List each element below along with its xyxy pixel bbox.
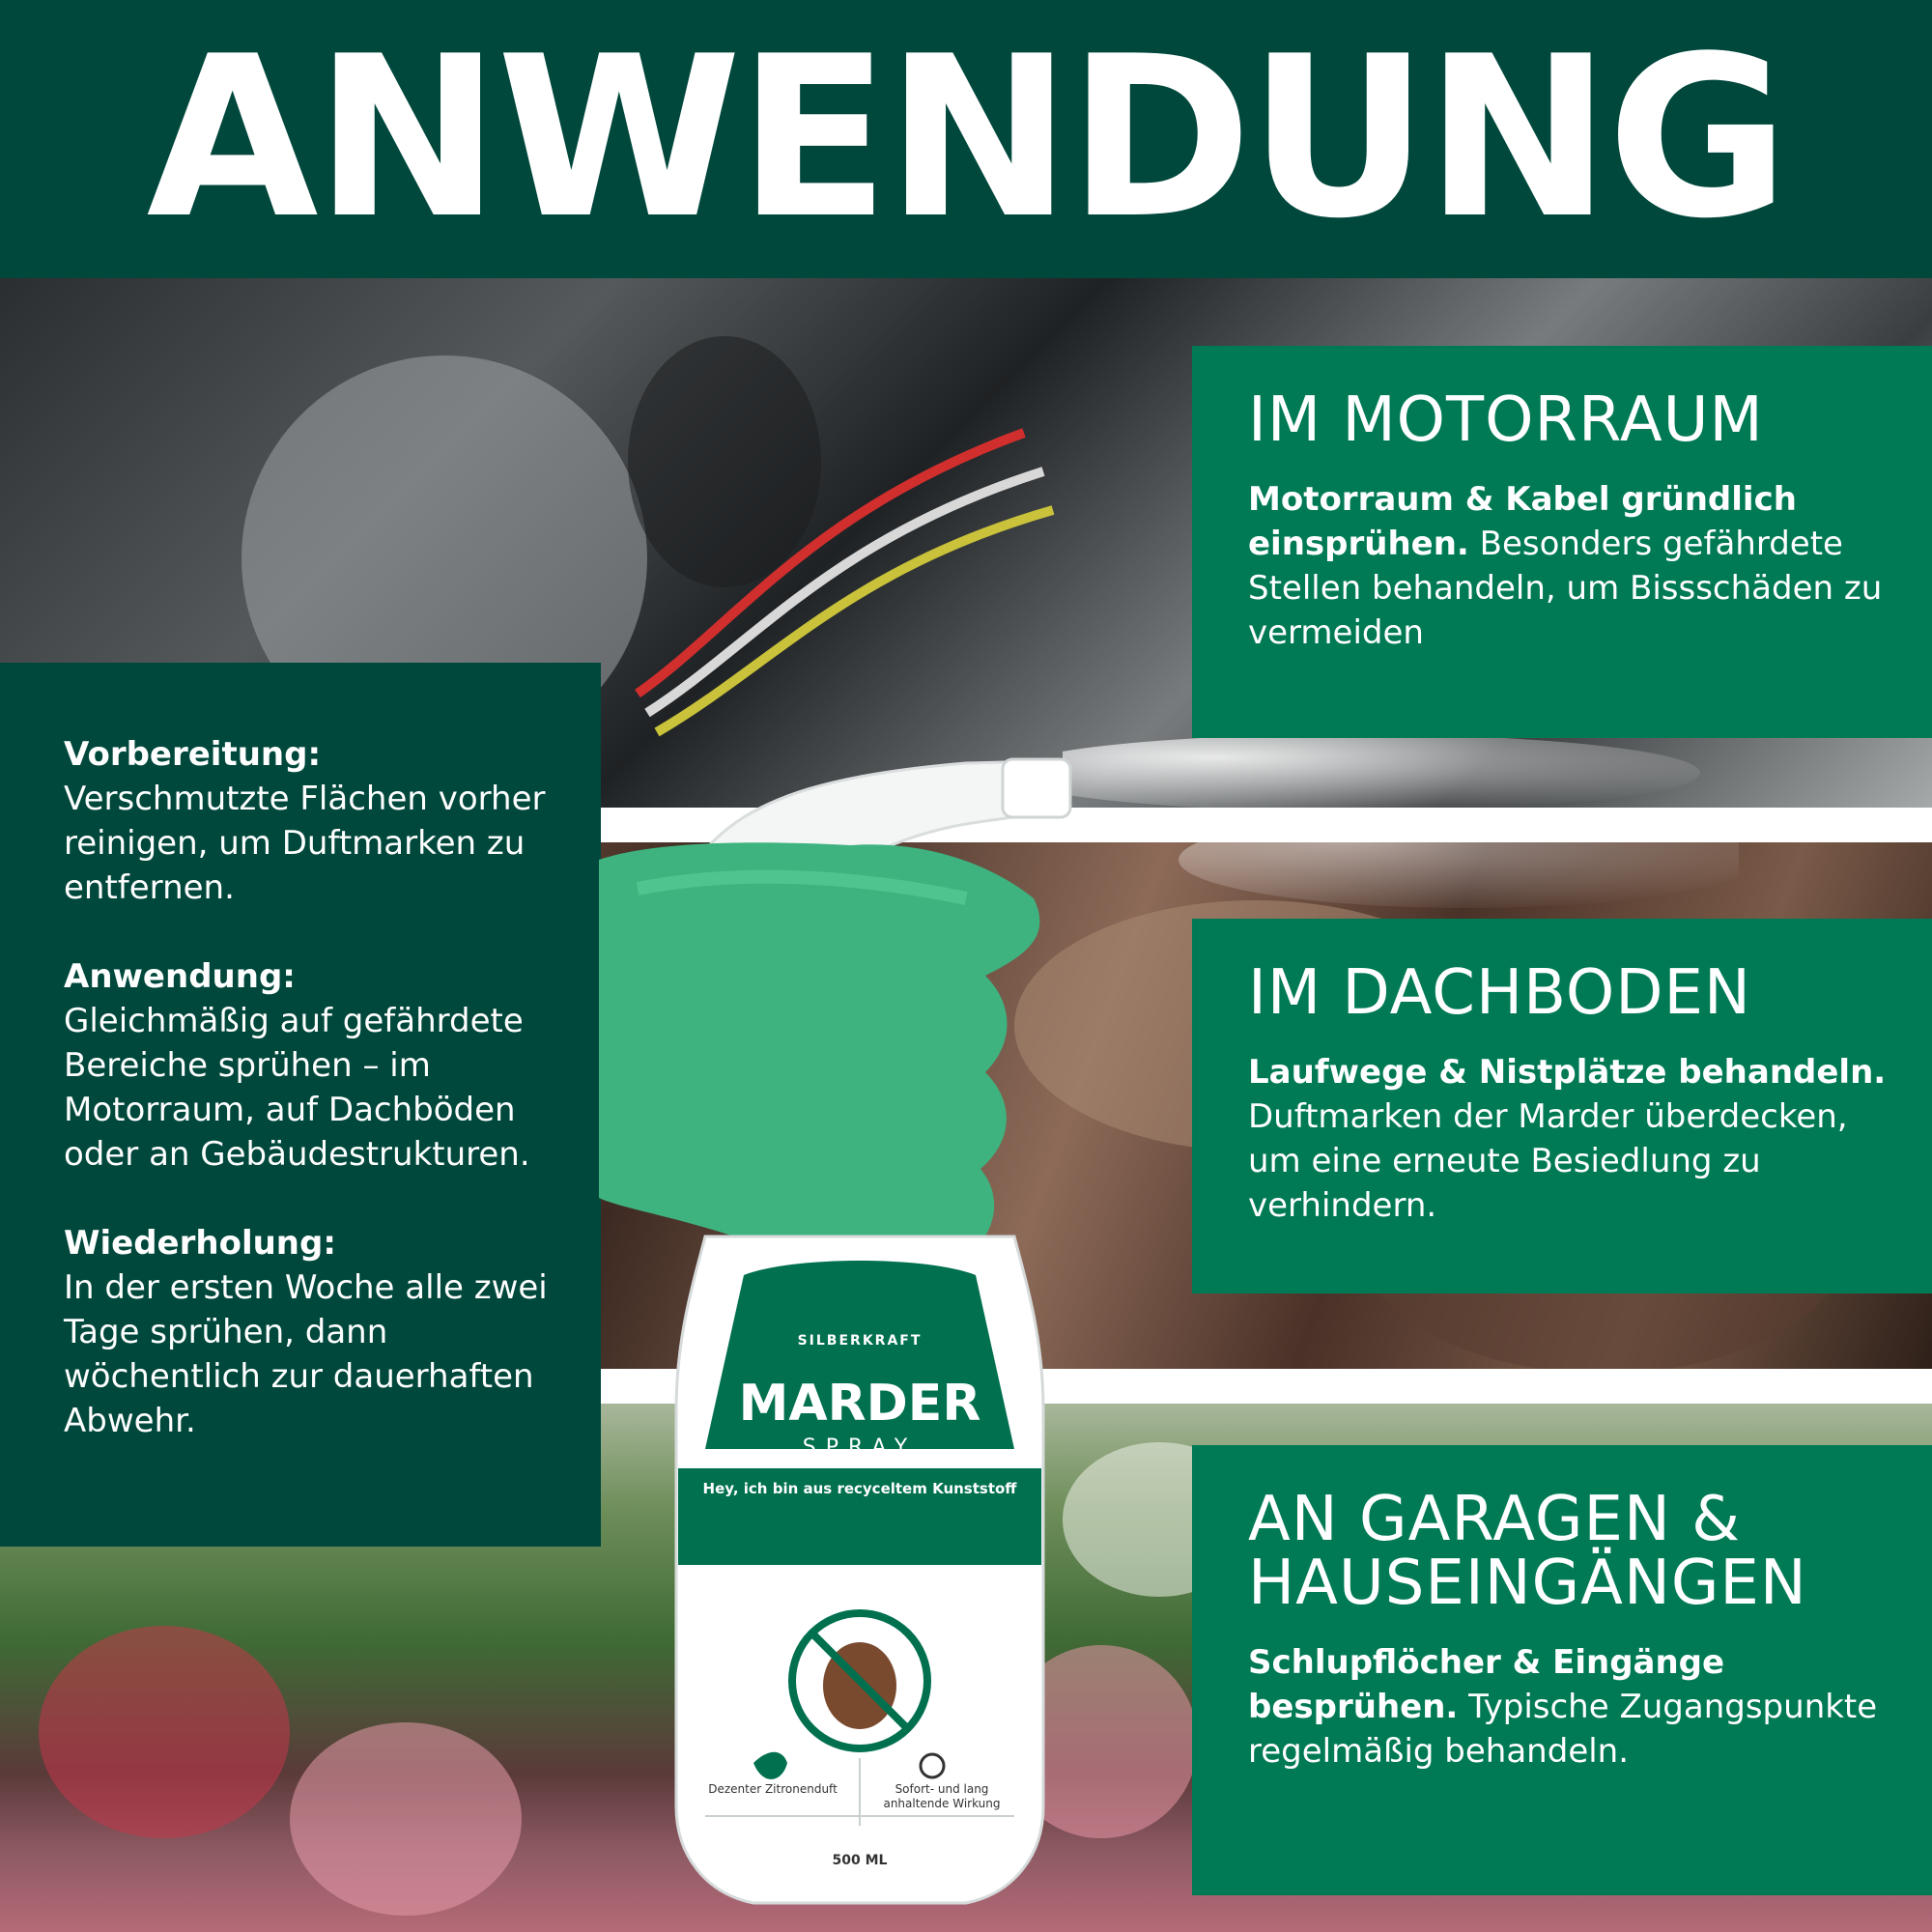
section-body-text: Besonders gefährdete Stellen behandeln, um Bissschäden zu vermeiden bbox=[1248, 525, 1883, 652]
section-title: IM DACHBODEN bbox=[1248, 957, 1751, 1029]
instruction-label: Wiederholung: bbox=[64, 1224, 336, 1263]
section-bold-text: Schlupflöcher & Eingänge besprühen. bbox=[1248, 1643, 1725, 1726]
spray-bottle-product bbox=[599, 753, 1140, 1932]
section-title-line: AN GARAGEN & bbox=[1248, 1484, 1742, 1555]
section-title: IM MOTORRAUM bbox=[1248, 384, 1764, 456]
instruction-repetition bbox=[64, 1221, 562, 1443]
feature-effect bbox=[869, 1782, 1014, 1840]
instruction-label: Anwendung: bbox=[64, 957, 296, 996]
section-bold-text: Motorraum & Kabel gründlich einsprühen. bbox=[1248, 480, 1797, 563]
section-garages bbox=[1192, 1445, 1932, 1895]
nozzle bbox=[1003, 759, 1070, 817]
section-engine-bay bbox=[1192, 346, 1932, 738]
section-bold-text: Laufwege & Nistplätze behandeln. bbox=[1248, 1053, 1887, 1092]
instruction-preparation bbox=[64, 732, 562, 910]
brand-label: SILBERKRAFT bbox=[797, 1333, 923, 1349]
section-text bbox=[1248, 1640, 1903, 1774]
instructions-panel bbox=[0, 663, 601, 1547]
feature-scent-text: Dezenter Zitronenduft bbox=[708, 1782, 838, 1796]
section-attic bbox=[1192, 919, 1932, 1293]
volume-label: 500 ML bbox=[832, 1853, 888, 1868]
cables-graphic bbox=[618, 375, 1121, 761]
instruction-text: Verschmutzte Flächen vorher reinigen, um Duftmarken zu entfernen. bbox=[64, 780, 546, 907]
section-title bbox=[1248, 1484, 1903, 1619]
recycled-note bbox=[696, 1480, 1024, 1548]
instruction-label: Vorbereitung: bbox=[64, 735, 322, 774]
recycled-text: Hey, ich bin aus recyceltem Kunststoff bbox=[702, 1480, 1017, 1497]
feature-effect-text: Sofort- und lang anhaltende Wirkung bbox=[883, 1782, 1001, 1810]
section-title-line: HAUSEINGÄNGEN bbox=[1248, 1548, 1807, 1619]
instruction-text: In der ersten Woche alle zwei Tage sprühen, dann wöchentlich zur dauerhaften Abwehr. bbox=[64, 1268, 548, 1440]
instruction-application bbox=[64, 954, 562, 1177]
header-banner bbox=[0, 0, 1932, 278]
section-text bbox=[1248, 477, 1903, 655]
product-subname: SPRAY bbox=[802, 1435, 918, 1460]
section-body-text: Typische Zugangspunkte regelmäßig behandeln. bbox=[1248, 1688, 1878, 1771]
section-text bbox=[1248, 1050, 1903, 1228]
spray-mist bbox=[1063, 715, 1739, 927]
product-name: MARDER bbox=[738, 1375, 981, 1433]
page-title: ANWENDUNG bbox=[146, 10, 1786, 268]
glove bbox=[599, 842, 1039, 1264]
section-body-text: Duftmarken der Marder überdecken, um eine erneute Besiedlung zu verhindern. bbox=[1248, 1097, 1848, 1225]
instruction-text: Gleichmäßig auf gefährdete Bereiche sprühen – im Motorraum, auf Dachböden oder an Gebäudestrukturen. bbox=[64, 1002, 530, 1174]
feature-scent bbox=[696, 1782, 850, 1831]
